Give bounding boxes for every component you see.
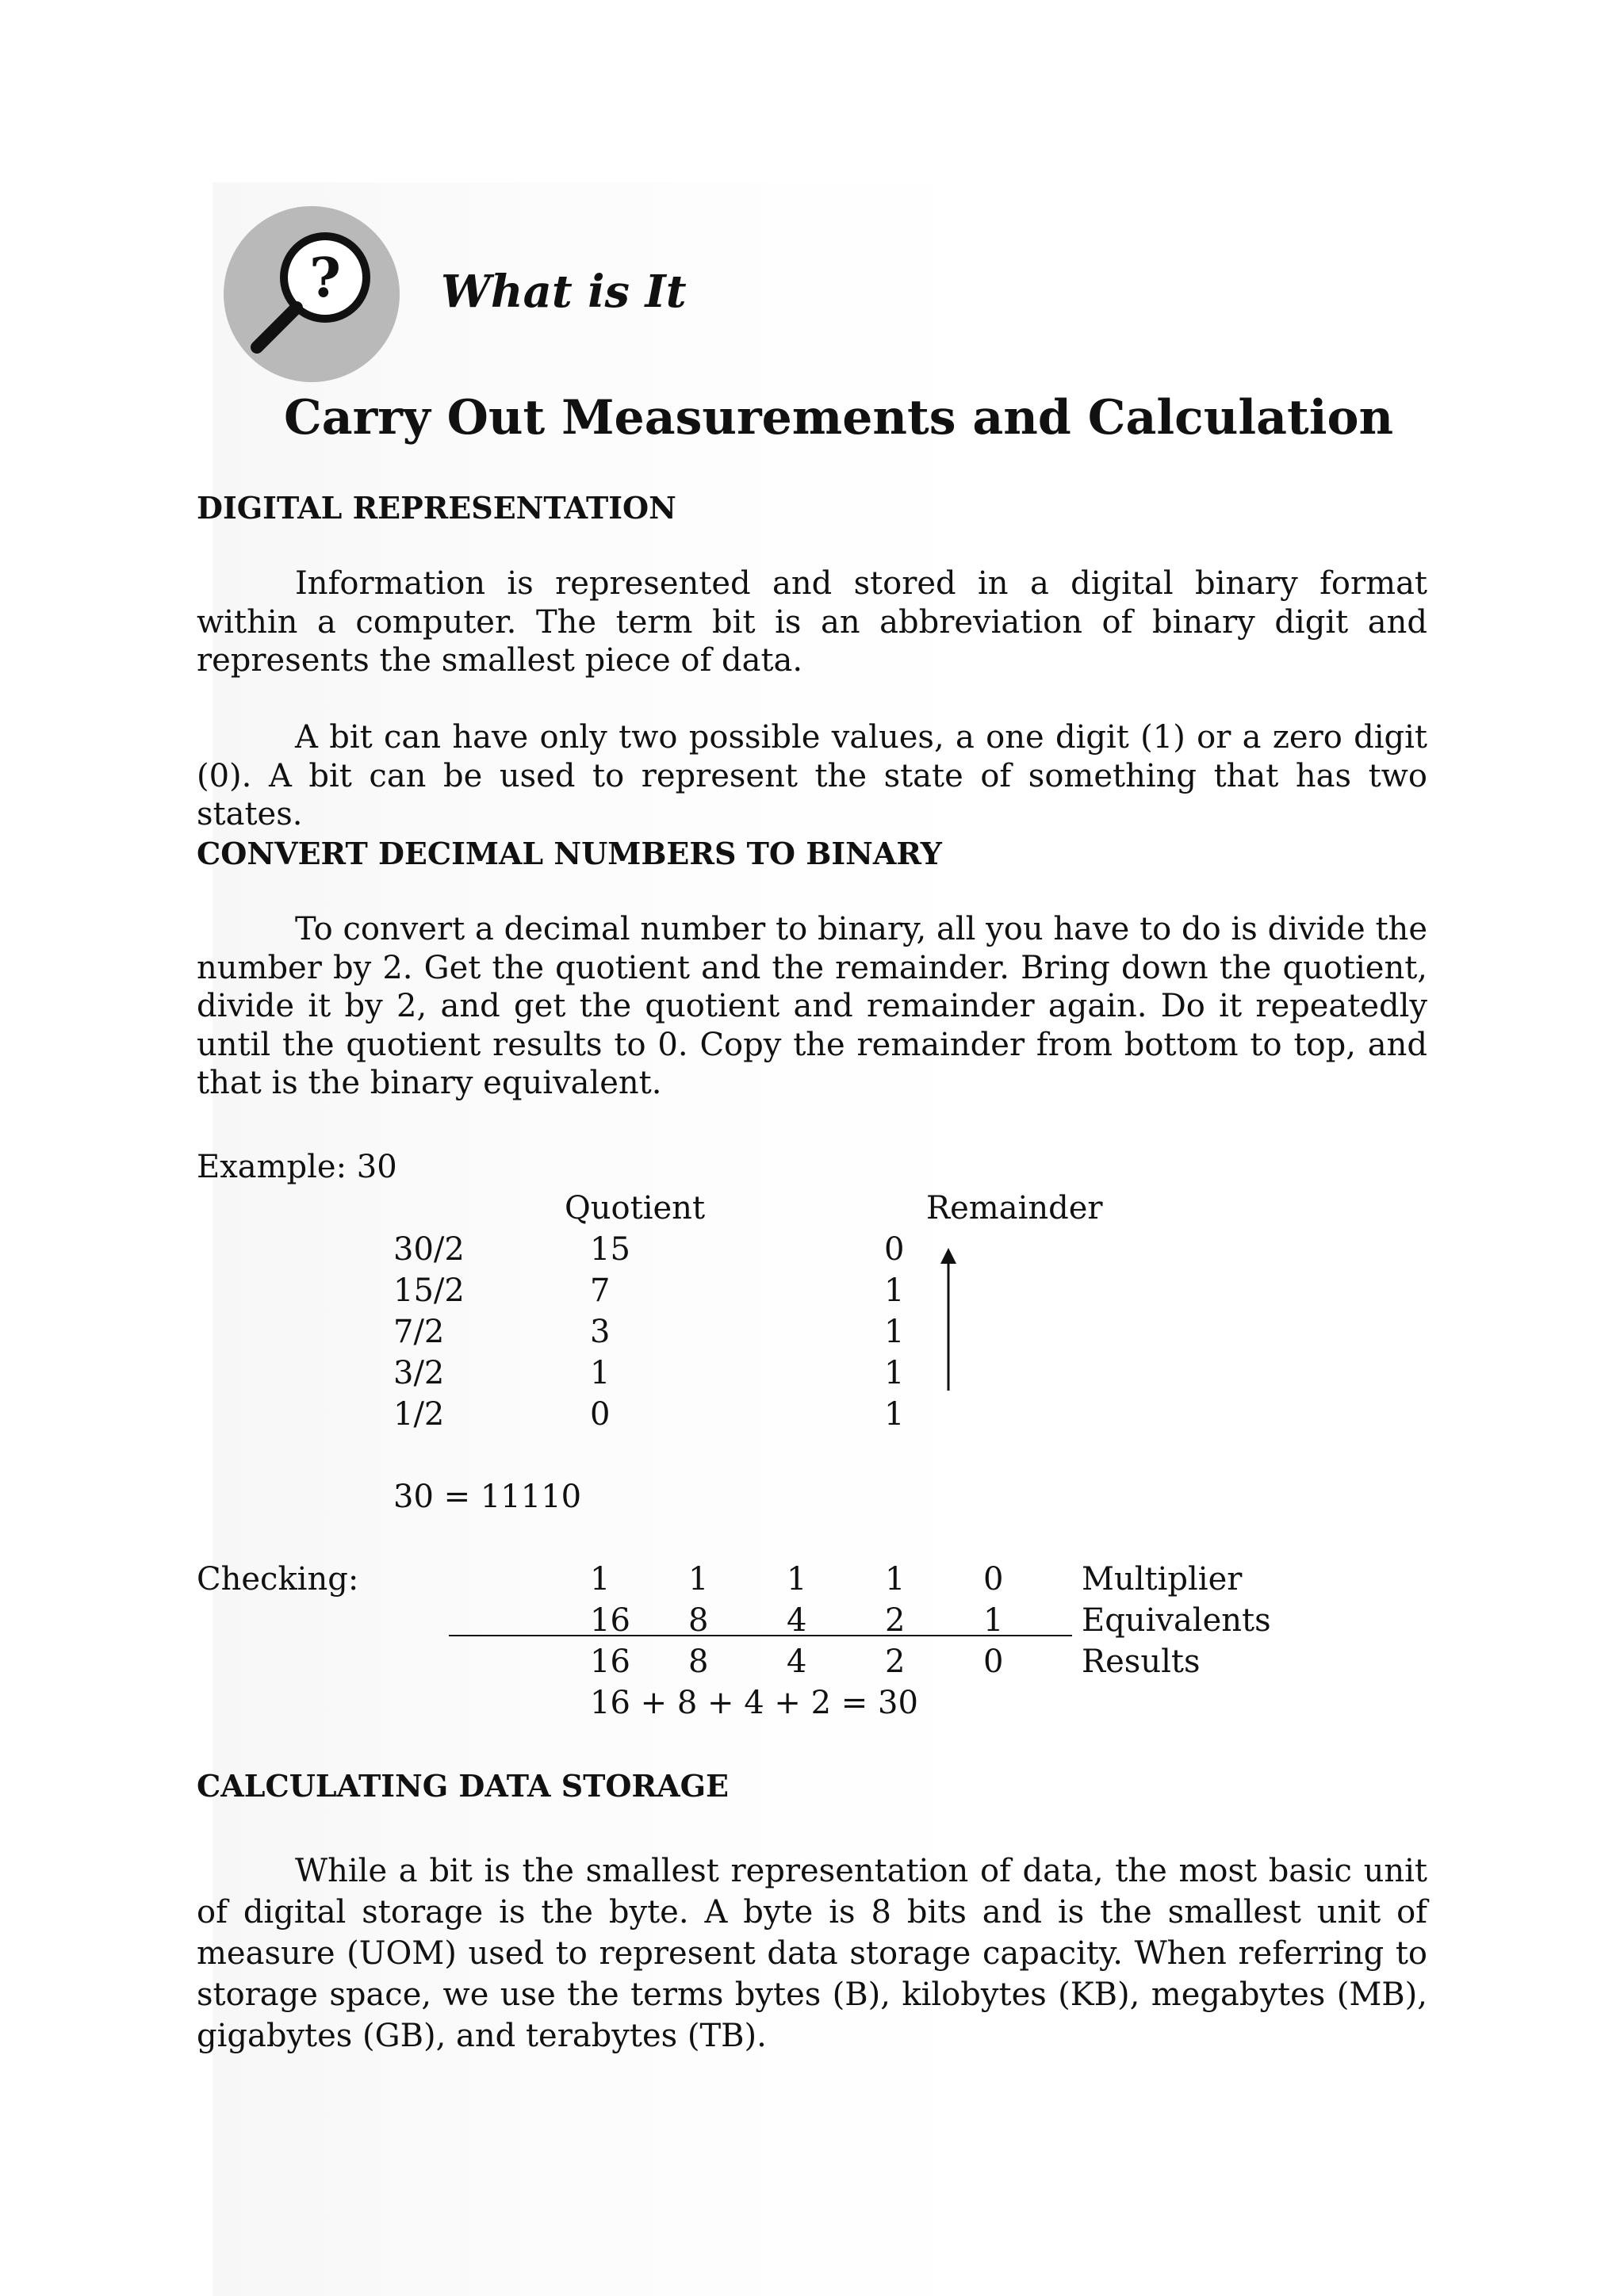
result-cell: 16 bbox=[590, 1644, 630, 1680]
division-cell: 30/2 bbox=[393, 1231, 465, 1268]
multiplier-cell: 0 bbox=[983, 1561, 1004, 1598]
division-cell: 3/2 bbox=[393, 1355, 445, 1391]
binary-result: 30 = 11110 bbox=[393, 1479, 582, 1515]
heading-digital-representation: DIGITAL REPRESENTATION bbox=[197, 490, 676, 526]
checking-sum: 16 + 8 + 4 + 2 = 30 bbox=[590, 1685, 918, 1721]
result-cell: 8 bbox=[688, 1644, 709, 1680]
quotient-cell: 0 bbox=[590, 1396, 611, 1433]
remainder-cell: 1 bbox=[884, 1272, 905, 1309]
paragraph-convert bbox=[197, 910, 1427, 1103]
checking-label: Checking: bbox=[197, 1561, 359, 1598]
division-cell: 15/2 bbox=[393, 1272, 465, 1309]
paragraph-text: To convert a decimal number to binary, all you have to do is divide the number by 2. Get the quotient and the remainder. Bring down the quotient, divide it by 2, and get the quotient and remainder again. Do it repeatedly until the quotient results to 0. Copy the remainder from bottom to top, and that is the binary equivalent. bbox=[197, 911, 1427, 1101]
equivalent-cell: 1 bbox=[983, 1602, 1004, 1639]
equivalent-cell: 16 bbox=[590, 1602, 630, 1639]
page-title: Carry Out Measurements and Calculation bbox=[284, 390, 1394, 446]
equivalent-cell: 8 bbox=[688, 1602, 709, 1639]
quotient-cell: 7 bbox=[590, 1272, 611, 1309]
quotient-cell: 3 bbox=[590, 1314, 611, 1350]
quotient-header: Quotient bbox=[565, 1190, 706, 1226]
arrow-up-icon bbox=[936, 1248, 961, 1392]
multiplier-cell: 1 bbox=[590, 1561, 611, 1598]
checking-divider bbox=[449, 1635, 1072, 1636]
paragraph-storage bbox=[197, 1850, 1427, 2057]
heading-convert: CONVERT DECIMAL NUMBERS TO BINARY bbox=[197, 836, 942, 871]
multiplier-row-label: Multiplier bbox=[1082, 1561, 1243, 1598]
result-cell: 4 bbox=[787, 1644, 807, 1680]
remainder-cell: 1 bbox=[884, 1355, 905, 1391]
svg-text:?: ? bbox=[309, 247, 341, 310]
multiplier-cell: 1 bbox=[787, 1561, 807, 1598]
paragraph-digital-1 bbox=[197, 564, 1427, 680]
paragraph-text: A bit can have only two possible values, a one digit (1) or a zero digit (0). A bit can be used to represent the state of something that has two states. bbox=[197, 719, 1427, 832]
multiplier-cell: 1 bbox=[688, 1561, 709, 1598]
division-cell: 1/2 bbox=[393, 1396, 445, 1433]
magnifier-question-icon bbox=[222, 205, 401, 384]
remainder-cell: 1 bbox=[884, 1314, 905, 1350]
example-label: Example: 30 bbox=[197, 1149, 397, 1185]
equivalents-row-label: Equivalents bbox=[1082, 1602, 1271, 1639]
quotient-cell: 15 bbox=[590, 1231, 630, 1268]
paragraph-digital-2 bbox=[197, 718, 1427, 834]
section-label: What is It bbox=[441, 266, 687, 318]
result-cell: 0 bbox=[983, 1644, 1004, 1680]
remainder-cell: 0 bbox=[884, 1231, 905, 1268]
multiplier-cell: 1 bbox=[885, 1561, 906, 1598]
heading-data-storage: CALCULATING DATA STORAGE bbox=[197, 1768, 729, 1804]
quotient-cell: 1 bbox=[590, 1355, 611, 1391]
division-cell: 7/2 bbox=[393, 1314, 445, 1350]
results-row-label: Results bbox=[1082, 1644, 1201, 1680]
remainder-cell: 1 bbox=[884, 1396, 905, 1433]
result-cell: 2 bbox=[885, 1644, 906, 1680]
equivalent-cell: 4 bbox=[787, 1602, 807, 1639]
equivalent-cell: 2 bbox=[885, 1602, 906, 1639]
remainder-header: Remainder bbox=[926, 1190, 1103, 1226]
paragraph-text: While a bit is the smallest representation of data, the most basic unit of digital storage is the byte. A byte is 8 bits and is the smallest unit of measure (UOM) used to represent data storage capacity. When referring to storage space, we use the terms bytes (B), kilobytes (KB), megabytes (MB), gigabytes (GB), and terabytes (TB). bbox=[197, 1853, 1427, 2054]
paragraph-text: Information is represented and stored in a digital binary format within a computer. The term bit is an abbreviation of binary digit and represents the smallest piece of data. bbox=[197, 565, 1427, 679]
